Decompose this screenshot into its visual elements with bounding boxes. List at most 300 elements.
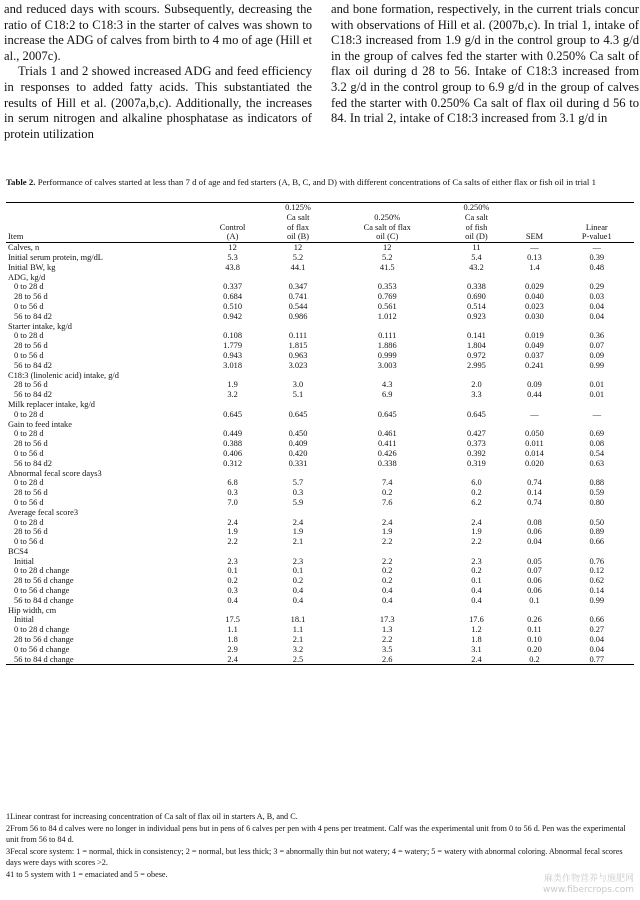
- table-row: [6, 410, 634, 420]
- table-cell: 7.6: [381, 497, 393, 507]
- table-cell: 0.050: [525, 429, 544, 439]
- table-cell: [200, 508, 265, 518]
- table-cell: 0.769: [377, 292, 397, 302]
- table-cell: 1.8: [471, 635, 482, 645]
- table-cell: 0.741: [288, 292, 308, 302]
- header-col: Linear P-value1: [560, 203, 634, 243]
- table-row: [6, 625, 634, 635]
- table-cell: [444, 273, 510, 283]
- table-cell: 1.9: [292, 527, 304, 537]
- table-cell: 5.4: [471, 252, 482, 262]
- table-cell: 2.4: [471, 517, 482, 527]
- table-cell: [560, 273, 634, 283]
- table-cell: 3.018: [223, 360, 242, 370]
- row-label: Initial BW, kg: [8, 262, 56, 272]
- table-cell: 0.27: [589, 625, 605, 635]
- table-cell: 1.886: [377, 341, 397, 351]
- table-row: [6, 322, 634, 332]
- table-cell: 0.66: [589, 537, 605, 547]
- row-label: 0 to 28 d: [14, 429, 44, 439]
- table-cell: 0.06: [527, 576, 542, 586]
- table-cell: 0.645: [288, 409, 308, 419]
- table-cell: 0.019: [525, 331, 544, 341]
- row-label: Gain to feed intake: [8, 419, 72, 429]
- table-cell: [200, 420, 265, 430]
- table-row: [6, 243, 634, 253]
- table-cell: 0.59: [589, 488, 605, 498]
- table-cell: 0.2: [509, 655, 559, 665]
- table-cell: [331, 547, 444, 557]
- table-cell: 0.049: [525, 341, 544, 351]
- table-caption-label: Table 2.: [6, 177, 36, 187]
- table-cell: 2.2: [471, 537, 482, 547]
- table-cell: 0.20: [527, 644, 542, 654]
- table-cell: 0.09: [527, 380, 542, 390]
- table-cell: [560, 371, 634, 381]
- row-label: 56 to 84 d2: [14, 390, 52, 400]
- table-cell: [200, 273, 265, 283]
- table-row: [6, 547, 634, 557]
- table-cell: [331, 508, 444, 518]
- table-cell: —: [592, 409, 601, 419]
- table-cell: 0.312: [223, 458, 242, 468]
- row-label: 56 to 84 d2: [14, 458, 52, 468]
- table-cell: 0.4: [292, 586, 304, 596]
- table-cell: [444, 322, 510, 332]
- table-cell: 0.12: [589, 566, 605, 576]
- table-cell: 0.544: [288, 301, 308, 311]
- table-cell: [509, 606, 559, 616]
- table-cell: 41.5: [379, 262, 395, 272]
- table-row: [6, 459, 634, 469]
- table-cell: 0.29: [589, 282, 605, 292]
- table-cell: 0.392: [467, 448, 486, 458]
- table-row: [6, 449, 634, 459]
- table-cell: 3.003: [377, 360, 397, 370]
- table-cell: 0.411: [377, 439, 397, 449]
- table-row: [6, 380, 634, 390]
- table-cell: 11: [472, 243, 481, 253]
- table-cell: 0.63: [589, 458, 605, 468]
- table-cell: 0.450: [288, 429, 308, 439]
- table-cell: 3.023: [288, 360, 308, 370]
- table-cell: [331, 371, 444, 381]
- row-label: Initial serum protein, mg/dL: [8, 252, 103, 262]
- row-label: 0 to 56 d: [14, 537, 44, 547]
- table-row: [6, 312, 634, 322]
- table-cell: 2.5: [265, 655, 331, 665]
- table-row: [6, 635, 634, 645]
- table-cell: [200, 606, 265, 616]
- header-col: 0.125% Ca salt of flax oil (B): [265, 203, 331, 243]
- table-cell: 0.338: [467, 282, 486, 292]
- table-row: [6, 331, 634, 341]
- table-cell: 0.241: [525, 360, 544, 370]
- table-cell: 2.3: [471, 556, 482, 566]
- table-cell: 0.923: [467, 311, 486, 321]
- row-label: 56 to 84 d change: [6, 655, 200, 665]
- table-cell: 2.2: [381, 537, 393, 547]
- row-label: C18:3 (linolenic acid) intake, g/d: [8, 370, 119, 380]
- table-cell: 44.1: [290, 262, 306, 272]
- paragraph: Trials 1 and 2 showed increased ADG and feed efficiency in responses to added fatty acids. This substantiated the results of Hill et al. (2007a,b,c). Additionally, the increases in serum nitrogen and alkaline phosphatase as indicators of protein utilization: [4, 64, 312, 141]
- table-cell: 0.74: [527, 478, 542, 488]
- table-cell: 0.999: [377, 350, 397, 360]
- table-cell: 0.4: [471, 595, 482, 605]
- table-cell: [560, 508, 634, 518]
- table-cell: [331, 469, 444, 479]
- table-cell: 0.461: [377, 429, 397, 439]
- table-cell: [560, 400, 634, 410]
- table-cell: 1.804: [467, 341, 486, 351]
- table-cell: 17.3: [379, 615, 395, 625]
- footnote: 1Linear contrast for increasing concentration of Ca salt of flax oil in starters A, B, and C.: [6, 812, 298, 821]
- table-cell: 1.9: [227, 527, 238, 537]
- table-cell: 2.3: [292, 556, 304, 566]
- table-row: [6, 282, 634, 292]
- table-cell: 1.3: [381, 625, 393, 635]
- footnotes: [6, 812, 634, 882]
- footnote: 3Fecal score system: 1 = normal, thick in consistency; 2 = normal, but less thick; 3 = abnormally thin but not watery; 4 = watery; 5 = watery with abnormal coloring. Abnormal fecal scores days were days with scores >2.: [6, 847, 623, 867]
- table-cell: 0.972: [467, 350, 486, 360]
- header-col: 0.250% Ca salt of flax oil (C): [331, 203, 444, 243]
- table-row: [6, 566, 634, 576]
- table-cell: 0.3: [292, 488, 304, 498]
- row-label: ADG, kg/d: [8, 272, 46, 282]
- row-label: Initial: [14, 556, 35, 566]
- table-cell: 0.2: [381, 566, 393, 576]
- table-cell: 5.1: [292, 390, 304, 400]
- table-cell: 3.0: [292, 380, 304, 390]
- table-cell: 0.50: [589, 517, 605, 527]
- table-cell: 0.11: [527, 625, 542, 635]
- table-cell: 0.111: [378, 331, 397, 341]
- table-row: [6, 518, 634, 528]
- table-cell: 0.337: [223, 282, 242, 292]
- table-cell: 3.1: [471, 644, 482, 654]
- table-row: [6, 371, 634, 381]
- table-cell: 0.99: [589, 360, 605, 370]
- table-cell: [200, 547, 265, 557]
- table-cell: 0.13: [527, 252, 542, 262]
- table-cell: 0.510: [223, 301, 242, 311]
- table-row: [6, 400, 634, 410]
- table-cell: 6.9: [381, 390, 393, 400]
- table-cell: 2.2: [227, 537, 238, 547]
- table-cell: 2.1: [292, 635, 304, 645]
- header-col: SEM: [509, 203, 559, 243]
- table-cell: 0.04: [527, 537, 542, 547]
- paragraph: and bone formation, respectively, in the current trials concur with observations of Hill et al. (2007b,c). In trial 1, intake of C18:3 increased from 1.9 g/d in the control group to 4.3 g/d in the group of calves fed the starter with 0.250% Ca salt of flax oil during d 28 to 56. Intake of C18:3 increased from 3.2 g/d in the control group to 6.9 g/d in the group of calves fed the starter with 0.250% Ca salt of flax oil during d 56 to 84. In trial 2, intake of C18:3 increased from 3.1 g/d in: [331, 2, 639, 126]
- table-cell: 0.986: [288, 311, 308, 321]
- table-cell: 0.023: [525, 301, 544, 311]
- table-cell: 5.7: [292, 478, 304, 488]
- table-cell: [560, 547, 634, 557]
- table-cell: [509, 420, 559, 430]
- table-cell: [560, 322, 634, 332]
- table-cell: 1.1: [292, 625, 304, 635]
- paragraph: and reduced days with scours. Subsequently, decreasing the ratio of C18:2 to C18:3 in the starter of calves was shown to increase the ADG of calves from birth to 4 mo of age (Hill et al., 2007c).: [4, 2, 312, 63]
- table-cell: 0.07: [589, 341, 605, 351]
- row-label: 0 to 56 d change: [14, 644, 70, 654]
- table-cell: 0.2: [292, 576, 304, 586]
- table-cell: 2.2: [381, 556, 393, 566]
- table-cell: 0.645: [377, 409, 397, 419]
- table-row: [6, 537, 634, 547]
- table-row: [6, 351, 634, 361]
- table-cell: 4.3: [381, 380, 393, 390]
- table-cell: [331, 420, 444, 430]
- table-cell: 3.3: [471, 390, 482, 400]
- table-row: [6, 576, 634, 586]
- table-cell: 0.011: [525, 439, 544, 449]
- table-row: [6, 488, 634, 498]
- table-cell: 0.69: [589, 429, 605, 439]
- table-cell: 0.39: [589, 252, 605, 262]
- table-cell: 0.2: [471, 488, 482, 498]
- table-cell: 43.2: [469, 262, 484, 272]
- table-cell: 6.8: [227, 478, 238, 488]
- table-cell: 0.645: [467, 409, 486, 419]
- table-cell: [331, 273, 444, 283]
- table-cell: 0.4: [227, 595, 238, 605]
- table-cell: 0.1: [292, 566, 304, 576]
- table-cell: [444, 420, 510, 430]
- table-cell: 5.2: [381, 252, 393, 262]
- table-cell: [200, 322, 265, 332]
- table-cell: 2.995: [467, 360, 486, 370]
- table-cell: 0.427: [467, 429, 486, 439]
- table-cell: [265, 547, 331, 557]
- table-cell: 0.14: [589, 586, 605, 596]
- table-cell: [265, 400, 331, 410]
- data-table: [6, 202, 634, 665]
- table-row: [6, 527, 634, 537]
- table-cell: 0.943: [223, 350, 242, 360]
- table-cell: 1.779: [223, 341, 242, 351]
- table-cell: 0.44: [527, 390, 542, 400]
- table-cell: 0.420: [288, 448, 308, 458]
- table-cell: [265, 322, 331, 332]
- table-row: [6, 361, 634, 371]
- table-cell: 0.4: [381, 595, 393, 605]
- table-cell: 2.0: [471, 380, 482, 390]
- table-cell: 0.05: [527, 556, 542, 566]
- table-row: [6, 273, 634, 283]
- table-cell: 3.5: [381, 644, 393, 654]
- header-col: Control (A): [200, 203, 265, 243]
- table-cell: 6.0: [471, 478, 482, 488]
- table-cell: 0.111: [288, 331, 308, 341]
- table-cell: 7.4: [381, 478, 393, 488]
- watermark: 麻类作物营养与施肥网 www.fibercrops.com: [543, 874, 634, 895]
- table-cell: 3.2: [227, 390, 238, 400]
- table-cell: 0.388: [223, 439, 242, 449]
- table-cell: 0.03: [589, 292, 605, 302]
- row-label: 28 to 56 d: [14, 439, 48, 449]
- row-label: 28 to 56 d: [14, 527, 48, 537]
- table-cell: 43.8: [225, 262, 240, 272]
- table-cell: [509, 508, 559, 518]
- table-cell: 0.09: [589, 350, 605, 360]
- body-column-left: [4, 2, 312, 142]
- table-cell: 0.36: [589, 331, 605, 341]
- row-label: 0 to 28 d: [14, 409, 44, 419]
- table-cell: 5.2: [292, 252, 304, 262]
- table-cell: 2.4: [381, 517, 393, 527]
- table-cell: 0.66: [589, 615, 605, 625]
- table-cell: 0.4: [381, 586, 393, 596]
- table-cell: 2.4: [200, 655, 265, 665]
- table-cell: 0.01: [589, 380, 605, 390]
- table-cell: 0.561: [377, 301, 397, 311]
- table-cell: [444, 606, 510, 616]
- table-cell: [200, 400, 265, 410]
- row-label: Milk replacer intake, kg/d: [8, 399, 95, 409]
- table-cell: [265, 469, 331, 479]
- table-row: [6, 390, 634, 400]
- table-cell: 0.2: [381, 576, 393, 586]
- table-cell: 0.04: [589, 311, 605, 321]
- row-label: 0 to 28 d: [14, 478, 44, 488]
- table-cell: 5.3: [227, 252, 238, 262]
- table-cell: 6.2: [471, 497, 482, 507]
- table-cell: 2.1: [292, 537, 304, 547]
- table-cell: [509, 273, 559, 283]
- table-cell: [509, 469, 559, 479]
- table-caption: [6, 176, 634, 188]
- table-cell: [331, 400, 444, 410]
- table-cell: 1.1: [227, 625, 238, 635]
- table-cell: 0.690: [467, 292, 486, 302]
- table-cell: 0.449: [223, 429, 242, 439]
- table-cell: 0.014: [525, 448, 544, 458]
- row-label: 28 to 56 d change: [14, 576, 74, 586]
- table-cell: 1.9: [471, 527, 482, 537]
- table-row: [6, 596, 634, 606]
- table-cell: [444, 371, 510, 381]
- table-row: [6, 478, 634, 488]
- table-cell: 0.74: [527, 497, 542, 507]
- table-cell: 0.1: [529, 595, 540, 605]
- row-label: 0 to 56 d change: [14, 586, 70, 596]
- table-cell: 0.3: [227, 488, 238, 498]
- table-cell: [444, 508, 510, 518]
- table-cell: 0.037: [525, 350, 544, 360]
- table-cell: 0.04: [589, 644, 605, 654]
- table-row: [6, 341, 634, 351]
- table-cell: 0.1: [227, 566, 238, 576]
- table-cell: 0.331: [288, 458, 308, 468]
- row-label: 0 to 56 d: [14, 497, 44, 507]
- row-label: 28 to 56 d: [14, 380, 48, 390]
- table-cell: 5.9: [292, 497, 304, 507]
- table-row: [6, 508, 634, 518]
- row-label: Abnormal fecal score days3: [8, 468, 102, 478]
- table-cell: 0.645: [223, 409, 242, 419]
- table-row: [6, 439, 634, 449]
- table-cell: 0.07: [527, 566, 542, 576]
- table-cell: 18.1: [290, 615, 306, 625]
- table-cell: 0.14: [527, 488, 542, 498]
- table-cell: 17.5: [225, 615, 240, 625]
- table-cell: [265, 606, 331, 616]
- table-row: [6, 645, 634, 655]
- row-label: 56 to 84 d2: [14, 311, 52, 321]
- table-row: [6, 469, 634, 479]
- table-cell: 0.06: [527, 527, 542, 537]
- table-cell: 1.815: [288, 341, 308, 351]
- table-cell: [444, 547, 510, 557]
- row-label: 0 to 28 d change: [14, 566, 70, 576]
- row-label: Average fecal score3: [8, 507, 79, 517]
- table-cell: 2.6: [331, 655, 444, 665]
- table-cell: [200, 469, 265, 479]
- table-cell: 0.373: [467, 439, 486, 449]
- row-label: 0 to 28 d: [14, 282, 44, 292]
- table-cell: 0.963: [288, 350, 308, 360]
- table-cell: 0.4: [292, 595, 304, 605]
- table-cell: 0.62: [589, 576, 605, 586]
- row-label: 0 to 56 d: [14, 448, 44, 458]
- footnote: 2From 56 to 84 d calves were no longer in individual pens but in pens of 6 calves per pen with 4 pens per treatment. Calf was the experimental unit from 0 to 56 d. Pen was the experimental unit from 56 to 84 d.: [6, 824, 626, 844]
- table-cell: 0.108: [223, 331, 242, 341]
- table-cell: [509, 400, 559, 410]
- row-label: 28 to 56 d: [14, 488, 48, 498]
- table-cell: 0.029: [525, 282, 544, 292]
- table-cell: [265, 273, 331, 283]
- table-cell: 12: [383, 243, 392, 253]
- table-cell: 2.2: [381, 635, 393, 645]
- table-cell: 12: [293, 243, 303, 253]
- table-cell: 12: [228, 243, 237, 253]
- row-label: 0 to 56 d: [14, 350, 44, 360]
- table-row: [6, 420, 634, 430]
- table-cell: 0.409: [288, 439, 308, 449]
- table-cell: 0.020: [525, 458, 544, 468]
- table-cell: 0.04: [589, 635, 605, 645]
- row-label: 28 to 56 d: [14, 341, 48, 351]
- table-row: [6, 606, 634, 616]
- row-label: 0 to 28 d: [14, 517, 44, 527]
- table-cell: [331, 322, 444, 332]
- table-cell: [331, 606, 444, 616]
- table-cell: 0.338: [377, 458, 397, 468]
- row-label: 56 to 84 d change: [14, 595, 74, 605]
- row-label: Hip width, cm: [8, 605, 57, 615]
- body-column-right: [331, 2, 639, 127]
- table-cell: 0.88: [589, 478, 605, 488]
- table-cell: 0.684: [223, 292, 242, 302]
- body-text: [4, 2, 639, 162]
- table-cell: 0.10: [527, 635, 542, 645]
- table-cell: 0.4: [471, 586, 482, 596]
- table-cell: 0.353: [377, 282, 397, 292]
- row-label: Calves, n: [8, 243, 40, 253]
- row-label: 28 to 56 d: [14, 292, 48, 302]
- table-cell: 0.2: [381, 488, 393, 498]
- row-label: 56 to 84 d2: [14, 360, 52, 370]
- row-label: 0 to 28 d change: [14, 625, 70, 635]
- table-cell: 0.030: [525, 311, 544, 321]
- table-cell: [444, 400, 510, 410]
- table-cell: 0.426: [377, 448, 397, 458]
- table-cell: 0.26: [527, 615, 542, 625]
- table-cell: [509, 547, 559, 557]
- table-caption-text: Performance of calves started at less than 7 d of age and fed starters (A, B, C, and D) with different concentrations of Ca salts of either flax or fish oil in trial 1: [37, 177, 596, 187]
- table-cell: 0.80: [589, 497, 605, 507]
- table-cell: 1.2: [471, 625, 482, 635]
